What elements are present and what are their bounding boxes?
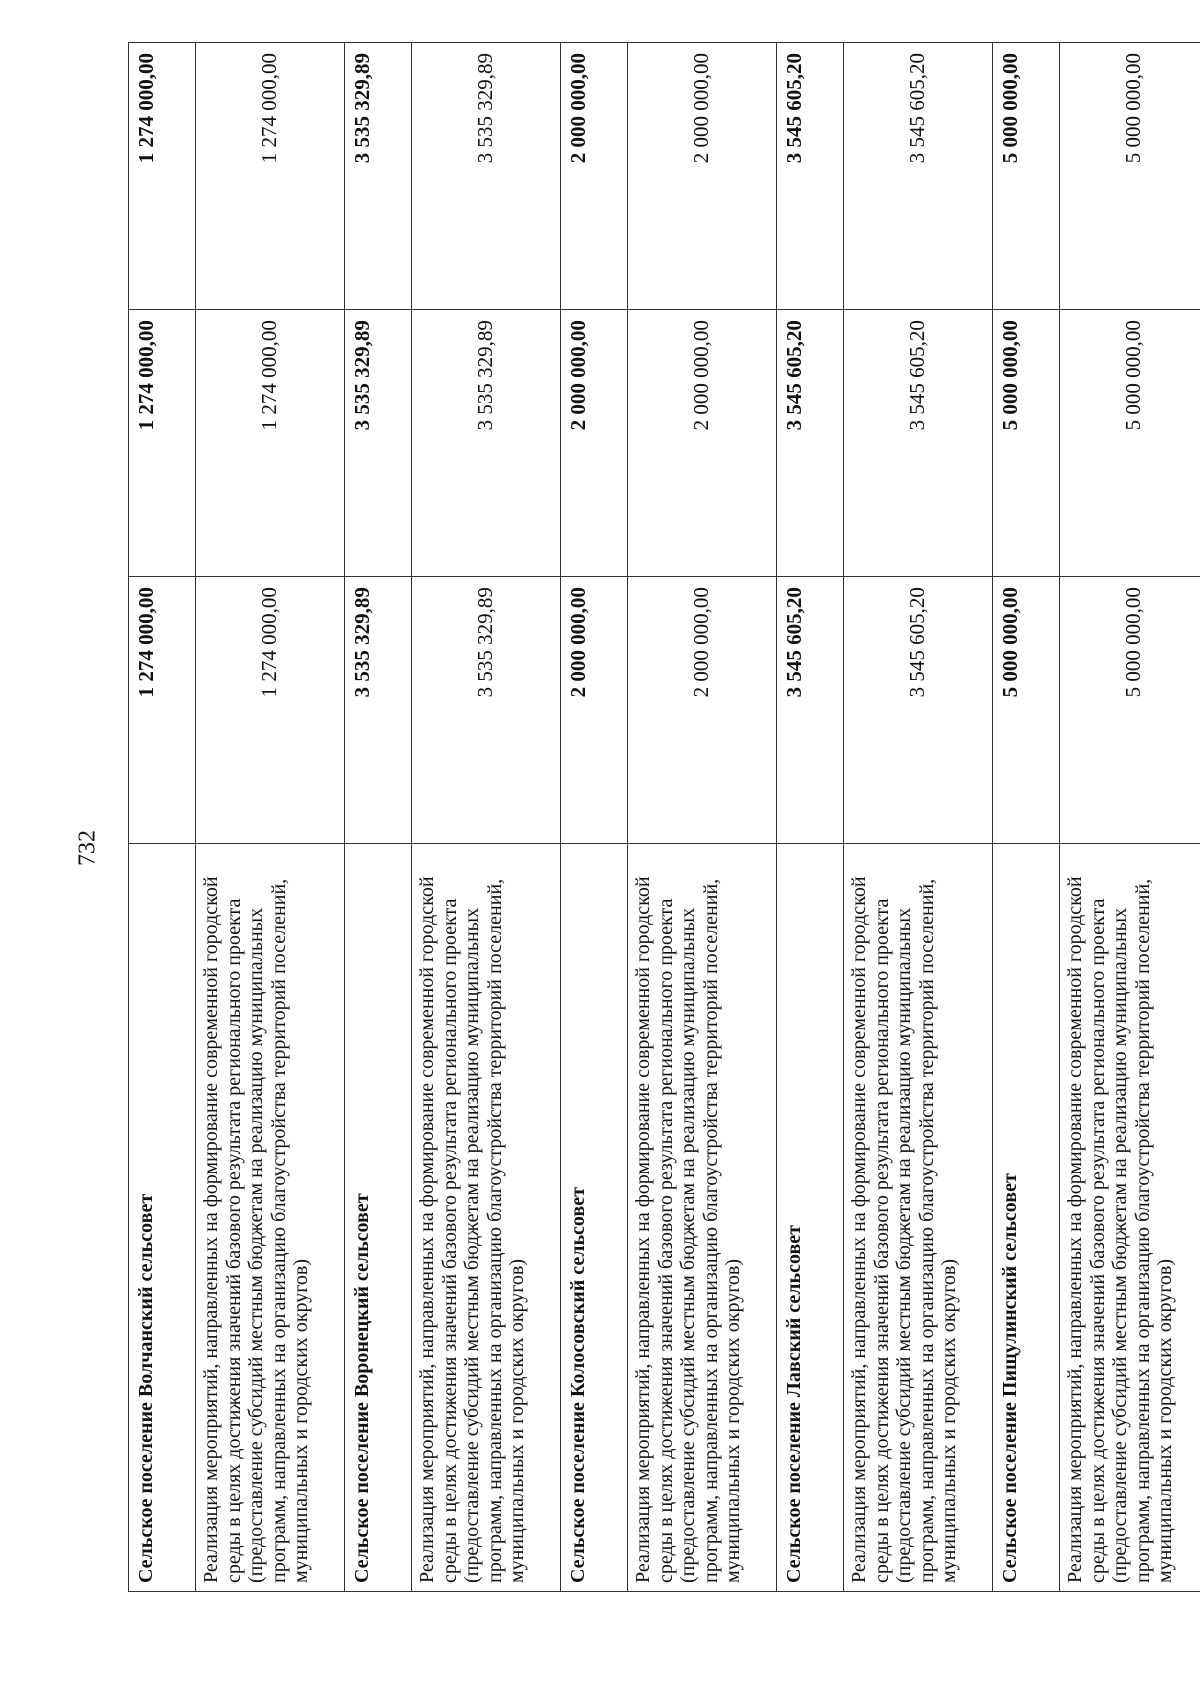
section-total-year2: 1 274 000,00: [129, 310, 196, 577]
item-value-year2: 5 000 000,00: [1060, 310, 1200, 577]
section-name: Сельское поселение Воронецкий сельсовет: [345, 844, 412, 1592]
section-row: [561, 43, 628, 1592]
item-value-year2: 1 274 000,00: [196, 310, 345, 577]
item-value-year3: 3 545 605,20: [844, 43, 993, 310]
item-value-year2: 2 000 000,00: [628, 310, 777, 577]
section-total-year1: 3 535 329,89: [345, 577, 412, 844]
item-value-year2: 3 535 329,89: [412, 310, 561, 577]
section-total-year3: 2 000 000,00: [561, 43, 628, 310]
section-total-year3: 5 000 000,00: [993, 43, 1060, 310]
budget-table: [128, 42, 1200, 1592]
item-description: Реализация мероприятий, направленных на формирование современной городской среды в целях достижения значений базового результата регионального проекта (предоставление субсидий местным бюджетам на реализацию муниципальных программ, направленных на организацию благоустройства территорий поселений, муниципальных и городских округов): [1060, 844, 1200, 1592]
section-row: [345, 43, 412, 1592]
item-value-year1: 1 274 000,00: [196, 577, 345, 844]
item-description: Реализация мероприятий, направленных на формирование современной городской среды в целях достижения значений базового результата регионального проекта (предоставление субсидий местным бюджетам на реализацию муниципальных программ, направленных на организацию благоустройства территорий поселений, муниципальных и городских округов): [196, 844, 345, 1592]
section-total-year1: 5 000 000,00: [993, 577, 1060, 844]
item-value-year1: 3 545 605,20: [844, 577, 993, 844]
item-value-year3: 3 535 329,89: [412, 43, 561, 310]
section-row: [129, 43, 196, 1592]
section-total-year2: 3 535 329,89: [345, 310, 412, 577]
item-value-year3: 5 000 000,00: [1060, 43, 1200, 310]
item-row: [412, 43, 561, 1592]
item-description: Реализация мероприятий, направленных на формирование современной городской среды в целях достижения значений базового результата регионального проекта (предоставление субсидий местным бюджетам на реализацию муниципальных программ, направленных на организацию благоустройства территорий поселений, муниципальных и городских округов): [412, 844, 561, 1592]
item-value-year1: 2 000 000,00: [628, 577, 777, 844]
item-value-year2: 3 545 605,20: [844, 310, 993, 577]
rotated-page-content: [128, 42, 1177, 1592]
section-total-year2: 3 545 605,20: [777, 310, 844, 577]
section-total-year3: 1 274 000,00: [129, 43, 196, 310]
item-value-year1: 5 000 000,00: [1060, 577, 1200, 844]
item-value-year3: 2 000 000,00: [628, 43, 777, 310]
page-number-text: 732: [74, 830, 101, 866]
section-name: Сельское поселение Лавский сельсовет: [777, 844, 844, 1592]
item-row: [844, 43, 993, 1592]
section-total-year2: 5 000 000,00: [993, 310, 1060, 577]
section-total-year3: 3 545 605,20: [777, 43, 844, 310]
section-row: [993, 43, 1060, 1592]
item-description: Реализация мероприятий, направленных на формирование современной городской среды в целях достижения значений базового результата регионального проекта (предоставление субсидий местным бюджетам на реализацию муниципальных программ, направленных на организацию благоустройства территорий поселений, муниципальных и городских округов): [628, 844, 777, 1592]
item-row: [196, 43, 345, 1592]
section-total-year3: 3 535 329,89: [345, 43, 412, 310]
section-name: Сельское поселение Волчанский сельсовет: [129, 844, 196, 1592]
section-total-year1: 2 000 000,00: [561, 577, 628, 844]
section-total-year1: 1 274 000,00: [129, 577, 196, 844]
item-row: [628, 43, 777, 1592]
section-name: Сельское поселение Колосовский сельсовет: [561, 844, 628, 1592]
section-name: Сельское поселение Пищулинский сельсовет: [993, 844, 1060, 1592]
item-value-year1: 3 535 329,89: [412, 577, 561, 844]
item-row: [1060, 43, 1200, 1592]
section-row: [777, 43, 844, 1592]
section-total-year2: 2 000 000,00: [561, 310, 628, 577]
item-value-year3: 1 274 000,00: [196, 43, 345, 310]
item-description: Реализация мероприятий, направленных на формирование современной городской среды в целях достижения значений базового результата регионального проекта (предоставление субсидий местным бюджетам на реализацию муниципальных программ, направленных на организацию благоустройства территорий поселений, муниципальных и городских округов): [844, 844, 993, 1592]
section-total-year1: 3 545 605,20: [777, 577, 844, 844]
